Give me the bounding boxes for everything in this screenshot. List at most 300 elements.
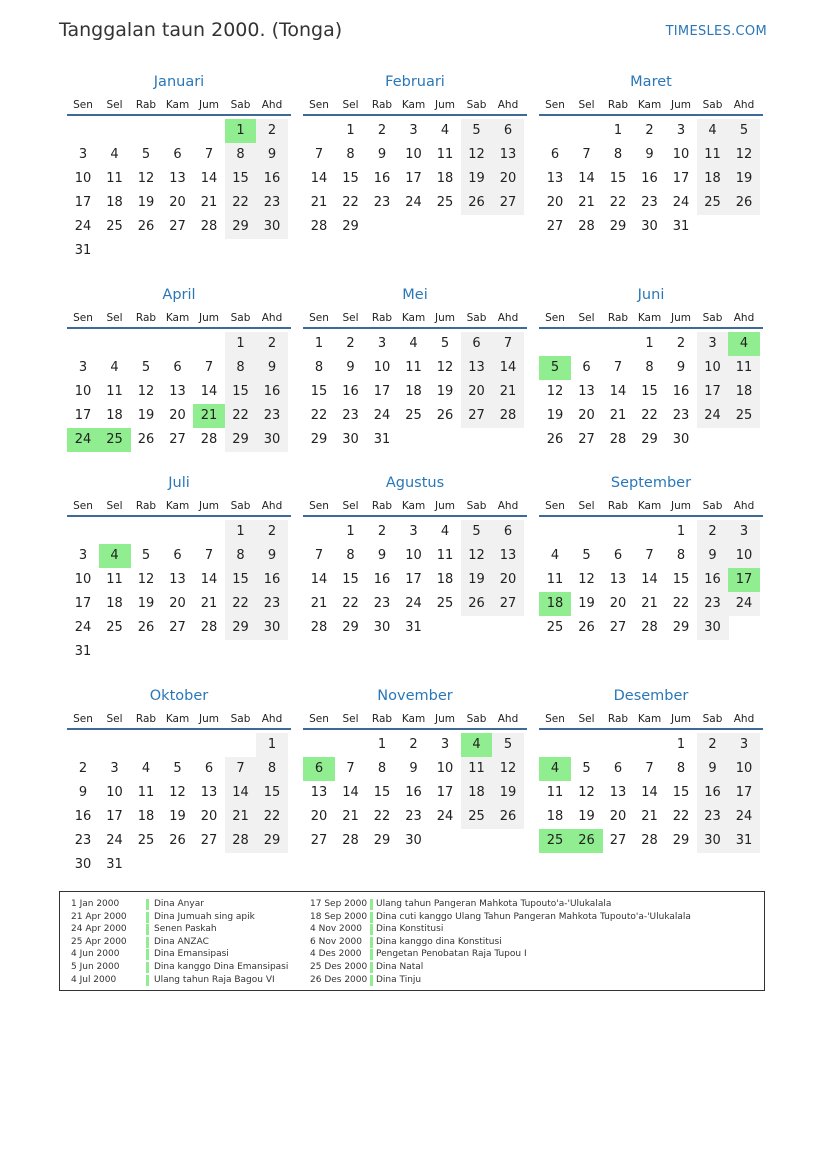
weekday-label: Sel: [578, 99, 595, 111]
day-cell: 4: [110, 360, 119, 375]
legend-row: [310, 898, 760, 911]
day-cell: 2: [256, 520, 288, 544]
holiday-date: 26 Des 2000: [310, 974, 368, 985]
weekday-label: Sen: [309, 312, 329, 324]
day-cell: 7: [314, 147, 324, 162]
day-cell: 19: [728, 167, 760, 191]
weekday-label: Jum: [671, 713, 691, 725]
day-cell: 24: [436, 809, 454, 824]
weekday-label: Ahd: [497, 312, 519, 324]
day-cell: 1: [314, 336, 324, 351]
holiday-day-cell: 26: [571, 829, 603, 853]
day-cell: 2: [697, 733, 729, 757]
day-cell: 30: [641, 219, 658, 234]
day-cell: 19: [137, 596, 155, 611]
day-cell: 30: [256, 616, 288, 640]
weekday-label: Sab: [466, 500, 487, 512]
day-cell: 20: [492, 167, 524, 191]
day-cell: 6: [173, 360, 182, 375]
day-cell: 12: [492, 757, 524, 781]
day-cell: 11: [728, 356, 760, 380]
day-cell: 1: [346, 524, 355, 539]
day-cell: 20: [310, 809, 328, 824]
weekday-label: Rab: [135, 500, 157, 512]
day-cell: 10: [405, 147, 422, 162]
day-cell: 29: [672, 620, 690, 635]
weekday-label: Sel: [578, 500, 595, 512]
day-cell: 25: [436, 195, 454, 210]
holiday-name: Dina ANZAC: [154, 936, 209, 947]
day-cell: 1: [225, 332, 257, 356]
holiday-marker: [370, 962, 373, 973]
day-cell: 23: [256, 191, 288, 215]
day-cell: 2: [256, 332, 288, 356]
month-name: September: [610, 475, 692, 491]
day-cell: 13: [492, 143, 524, 167]
holiday-day-cell: 18: [539, 592, 571, 616]
day-cell: 19: [461, 568, 493, 592]
day-cell: 26: [492, 805, 524, 829]
weekday-label: Jum: [435, 312, 455, 324]
day-cell: 8: [613, 147, 623, 162]
day-cell: 14: [578, 171, 595, 186]
day-cell: 8: [377, 761, 387, 776]
day-cell: 4: [550, 548, 560, 563]
day-cell: 11: [405, 360, 422, 375]
day-cell: 11: [137, 785, 155, 800]
day-cell: 11: [436, 147, 454, 162]
day-cell: 15: [256, 781, 288, 805]
holiday-name: Dina kanggo dina Konstitusi: [376, 936, 502, 947]
weekday-label: Kam: [401, 99, 426, 111]
month-divider: [539, 728, 763, 730]
day-cell: 27: [546, 219, 564, 234]
day-cell: 20: [169, 596, 186, 611]
month-name: Desember: [613, 688, 689, 704]
day-cell: 17: [436, 785, 454, 800]
weekday-label: Kam: [401, 500, 426, 512]
day-cell: 9: [697, 757, 729, 781]
day-cell: 1: [676, 524, 686, 539]
day-cell: 5: [141, 147, 151, 162]
holiday-day-cell: 21: [193, 404, 225, 428]
day-cell: 20: [609, 596, 627, 611]
day-cell: 21: [342, 809, 359, 824]
day-cell: 1: [377, 737, 387, 752]
day-cell: 23: [342, 408, 359, 423]
day-cell: 5: [440, 336, 450, 351]
legend-row: [310, 948, 760, 961]
day-cell: 20: [169, 195, 186, 210]
day-cell: 11: [697, 143, 729, 167]
day-cell: 3: [440, 737, 450, 752]
day-cell: 29: [641, 432, 658, 447]
weekday-label: Rab: [607, 312, 629, 324]
day-cell: 9: [697, 544, 729, 568]
day-cell: 8: [225, 544, 257, 568]
holiday-legend: [59, 891, 765, 991]
day-cell: 17: [74, 408, 92, 423]
weekday-label: Jum: [671, 312, 691, 324]
month-divider: [539, 515, 763, 517]
day-cell: 8: [256, 757, 288, 781]
day-cell: 5: [728, 119, 760, 143]
day-cell: 22: [609, 195, 627, 210]
weekday-label: Jum: [199, 312, 219, 324]
day-cell: 29: [672, 833, 690, 848]
day-cell: 26: [137, 620, 155, 635]
holiday-day-cell: 6: [303, 757, 335, 781]
month-divider: [67, 515, 291, 517]
weekday-label: Sel: [342, 713, 359, 725]
day-cell: 19: [578, 596, 595, 611]
day-cell: 2: [377, 524, 387, 539]
day-cell: 14: [200, 171, 218, 186]
weekday-label: Sen: [73, 500, 93, 512]
month-divider: [67, 114, 291, 116]
day-cell: 12: [578, 785, 595, 800]
holiday-name: Dina cuti kanggo Ulang Tahun Pangeran Mahkota Tupouto'a-'Ulukalala: [376, 911, 691, 922]
day-cell: 23: [405, 809, 422, 824]
day-cell: 2: [676, 336, 686, 351]
holiday-marker: [370, 975, 373, 986]
day-cell: 16: [256, 167, 288, 191]
day-cell: 1: [676, 737, 686, 752]
day-cell: 12: [461, 143, 493, 167]
day-cell: 6: [582, 360, 591, 375]
day-cell: 18: [436, 572, 454, 587]
day-cell: 16: [74, 809, 92, 824]
month-name: Mei: [402, 287, 428, 303]
day-cell: 8: [676, 761, 686, 776]
weekday-label: Rab: [607, 99, 629, 111]
day-cell: 16: [697, 568, 729, 592]
weekday-label: Ahd: [497, 99, 519, 111]
day-cell: 8: [645, 360, 654, 375]
day-cell: 9: [256, 544, 288, 568]
day-cell: 27: [492, 592, 524, 616]
holiday-date: 25 Apr 2000: [71, 936, 127, 947]
day-cell: 9: [346, 360, 355, 375]
day-cell: 14: [200, 384, 218, 399]
day-cell: 20: [169, 408, 186, 423]
holiday-day-cell: 25: [99, 428, 131, 452]
holiday-marker: [146, 949, 149, 960]
day-cell: 27: [310, 833, 328, 848]
day-cell: 27: [169, 432, 186, 447]
day-cell: 17: [106, 809, 123, 824]
day-cell: 22: [225, 404, 257, 428]
holiday-marker: [146, 937, 149, 948]
page-title: Tanggalan taun 2000. (Tonga): [59, 19, 343, 41]
day-cell: 7: [204, 360, 214, 375]
day-cell: 10: [74, 384, 92, 399]
day-cell: 3: [697, 332, 729, 356]
day-cell: 20: [200, 809, 218, 824]
weekday-label: Jum: [199, 99, 219, 111]
day-cell: 14: [492, 356, 524, 380]
day-cell: 15: [225, 568, 257, 592]
day-cell: 13: [169, 171, 186, 186]
holiday-date: 1 Jan 2000: [71, 899, 120, 909]
day-cell: 29: [256, 829, 288, 853]
weekday-label: Sel: [106, 500, 123, 512]
legend-row: [310, 974, 760, 987]
holiday-date: 4 Jun 2000: [71, 949, 120, 960]
day-cell: 30: [672, 432, 690, 447]
day-cell: 11: [106, 171, 123, 186]
day-cell: 29: [310, 432, 328, 447]
day-cell: 8: [346, 548, 355, 563]
day-cell: 30: [256, 428, 288, 452]
weekday-label: Rab: [607, 713, 629, 725]
day-cell: 25: [436, 596, 454, 611]
day-cell: 19: [436, 384, 454, 399]
day-cell: 26: [728, 191, 760, 215]
day-cell: 15: [342, 572, 359, 587]
day-cell: 10: [697, 356, 729, 380]
legend-row: [71, 898, 311, 911]
day-cell: 22: [225, 592, 257, 616]
day-cell: 17: [373, 384, 391, 399]
day-cell: 13: [461, 356, 493, 380]
holiday-name: Dina Natal: [376, 961, 424, 972]
day-cell: 31: [405, 620, 422, 635]
day-cell: 28: [310, 620, 328, 635]
holiday-marker: [370, 912, 373, 923]
day-cell: 18: [405, 384, 422, 399]
brand-logo[interactable]: TIMESLES.COM: [665, 24, 767, 39]
month-name: Oktober: [149, 688, 209, 704]
day-cell: 12: [546, 384, 564, 399]
day-cell: 20: [492, 568, 524, 592]
weekday-label: Sel: [106, 312, 123, 324]
holiday-name: Dina Jumuah sing apik: [154, 911, 255, 922]
day-cell: 27: [461, 404, 493, 428]
day-cell: 4: [440, 123, 450, 138]
day-cell: 4: [697, 119, 729, 143]
day-cell: 21: [200, 596, 218, 611]
day-cell: 29: [225, 428, 257, 452]
legend-row: [71, 923, 311, 936]
day-cell: 12: [578, 572, 595, 587]
holiday-date: 6 Nov 2000: [310, 936, 362, 947]
day-cell: 10: [728, 757, 760, 781]
day-cell: 4: [440, 524, 450, 539]
day-cell: 21: [310, 596, 328, 611]
day-cell: 29: [342, 219, 359, 234]
month-divider: [67, 728, 291, 730]
day-cell: 28: [200, 620, 218, 635]
day-cell: 1: [256, 733, 288, 757]
day-cell: 8: [314, 360, 324, 375]
day-cell: 30: [697, 829, 729, 853]
day-cell: 21: [609, 408, 627, 423]
day-cell: 3: [676, 123, 686, 138]
day-cell: 19: [461, 167, 493, 191]
day-cell: 18: [106, 195, 123, 210]
holiday-name: Dina Konstitusi: [376, 924, 444, 935]
month-name: Januari: [153, 74, 205, 90]
weekday-label: Jum: [671, 99, 691, 111]
weekday-label: Rab: [607, 500, 629, 512]
day-cell: 8: [676, 548, 686, 563]
weekday-label: Kam: [165, 99, 190, 111]
holiday-name: Ulang tahun Raja Bagou VI: [154, 974, 275, 985]
weekday-label: Kam: [637, 500, 662, 512]
day-cell: 3: [377, 336, 387, 351]
weekday-label: Rab: [135, 99, 157, 111]
day-cell: 16: [256, 380, 288, 404]
day-cell: 14: [641, 785, 658, 800]
month-divider: [303, 515, 527, 517]
day-cell: 13: [609, 572, 627, 587]
day-cell: 26: [546, 432, 564, 447]
weekday-label: Jum: [435, 500, 455, 512]
day-cell: 19: [578, 809, 595, 824]
day-cell: 16: [373, 171, 391, 186]
day-cell: 18: [697, 167, 729, 191]
weekday-label: Sen: [309, 713, 329, 725]
day-cell: 14: [609, 384, 627, 399]
day-cell: 4: [409, 336, 418, 351]
day-cell: 21: [641, 596, 658, 611]
holiday-marker: [146, 912, 149, 923]
weekday-label: Sen: [545, 99, 565, 111]
day-cell: 4: [141, 761, 151, 776]
weekday-label: Rab: [371, 312, 393, 324]
day-cell: 31: [672, 219, 690, 234]
day-cell: 5: [141, 548, 151, 563]
day-cell: 12: [169, 785, 186, 800]
weekday-label: Ahd: [733, 312, 755, 324]
day-cell: 12: [728, 143, 760, 167]
day-cell: 2: [346, 336, 355, 351]
weekday-label: Kam: [165, 713, 190, 725]
day-cell: 21: [578, 195, 595, 210]
day-cell: 9: [256, 356, 288, 380]
day-cell: 3: [409, 524, 418, 539]
day-cell: 22: [342, 596, 359, 611]
day-cell: 6: [173, 548, 182, 563]
weekday-label: Sen: [309, 500, 329, 512]
weekday-label: Jum: [199, 713, 219, 725]
day-cell: 15: [672, 572, 690, 587]
day-cell: 19: [492, 781, 524, 805]
weekday-label: Sel: [342, 99, 359, 111]
day-cell: 19: [169, 809, 186, 824]
day-cell: 9: [377, 147, 387, 162]
month-divider: [303, 728, 527, 730]
day-cell: 12: [436, 360, 454, 375]
day-cell: 24: [728, 592, 760, 616]
day-cell: 27: [169, 620, 186, 635]
day-cell: 28: [578, 219, 595, 234]
weekday-label: Kam: [165, 312, 190, 324]
day-cell: 21: [225, 805, 257, 829]
day-cell: 13: [169, 384, 186, 399]
legend-column-right: [310, 898, 760, 986]
day-cell: 2: [256, 119, 288, 143]
weekday-label: Jum: [435, 99, 455, 111]
day-cell: 25: [106, 219, 123, 234]
day-cell: 28: [609, 432, 627, 447]
day-cell: 10: [373, 360, 391, 375]
weekday-label: Sel: [578, 312, 595, 324]
day-cell: 11: [106, 572, 123, 587]
day-cell: 24: [106, 833, 123, 848]
day-cell: 28: [641, 833, 658, 848]
legend-row: [310, 961, 760, 974]
holiday-marker: [370, 899, 373, 910]
day-cell: 6: [204, 761, 214, 776]
day-cell: 20: [461, 380, 493, 404]
day-cell: 2: [697, 520, 729, 544]
day-cell: 10: [106, 785, 123, 800]
day-cell: 26: [137, 219, 155, 234]
day-cell: 27: [169, 219, 186, 234]
day-cell: 15: [225, 167, 257, 191]
month-name: April: [162, 287, 196, 303]
day-cell: 10: [405, 548, 422, 563]
day-cell: 24: [373, 408, 391, 423]
day-cell: 7: [645, 548, 654, 563]
day-cell: 15: [373, 785, 391, 800]
day-cell: 22: [310, 408, 328, 423]
day-cell: 13: [546, 171, 564, 186]
day-cell: 5: [461, 520, 493, 544]
day-cell: 19: [546, 408, 564, 423]
day-cell: 3: [728, 733, 760, 757]
month-name: November: [377, 688, 453, 704]
holiday-day-cell: 25: [539, 829, 571, 853]
day-cell: 18: [436, 171, 454, 186]
day-cell: 21: [310, 195, 328, 210]
weekday-label: Sab: [702, 99, 723, 111]
day-cell: 22: [256, 805, 288, 829]
day-cell: 30: [405, 833, 422, 848]
weekday-label: Sel: [342, 500, 359, 512]
day-cell: 13: [169, 572, 186, 587]
legend-row: [71, 961, 311, 974]
weekday-label: Sab: [230, 500, 251, 512]
day-cell: 17: [74, 195, 92, 210]
day-cell: 27: [578, 432, 595, 447]
holiday-day-cell: 4: [728, 332, 760, 356]
weekday-label: Sen: [545, 713, 565, 725]
weekday-label: Sab: [466, 713, 487, 725]
day-cell: 7: [346, 761, 355, 776]
legend-row: [71, 936, 311, 949]
day-cell: 24: [405, 596, 422, 611]
day-cell: 28: [200, 432, 218, 447]
day-cell: 28: [310, 219, 328, 234]
day-cell: 18: [106, 408, 123, 423]
weekday-label: Jum: [435, 713, 455, 725]
day-cell: 5: [173, 761, 182, 776]
weekday-label: Kam: [401, 713, 426, 725]
holiday-name: Dina Tinju: [376, 974, 422, 985]
day-cell: 9: [78, 785, 88, 800]
day-cell: 2: [645, 123, 654, 138]
holiday-date: 17 Sep 2000: [310, 899, 368, 909]
weekday-label: Sab: [702, 500, 723, 512]
day-cell: 7: [492, 332, 524, 356]
weekday-label: Sab: [230, 99, 251, 111]
weekday-label: Rab: [135, 312, 157, 324]
weekday-label: Rab: [371, 500, 393, 512]
weekday-label: Jum: [199, 500, 219, 512]
